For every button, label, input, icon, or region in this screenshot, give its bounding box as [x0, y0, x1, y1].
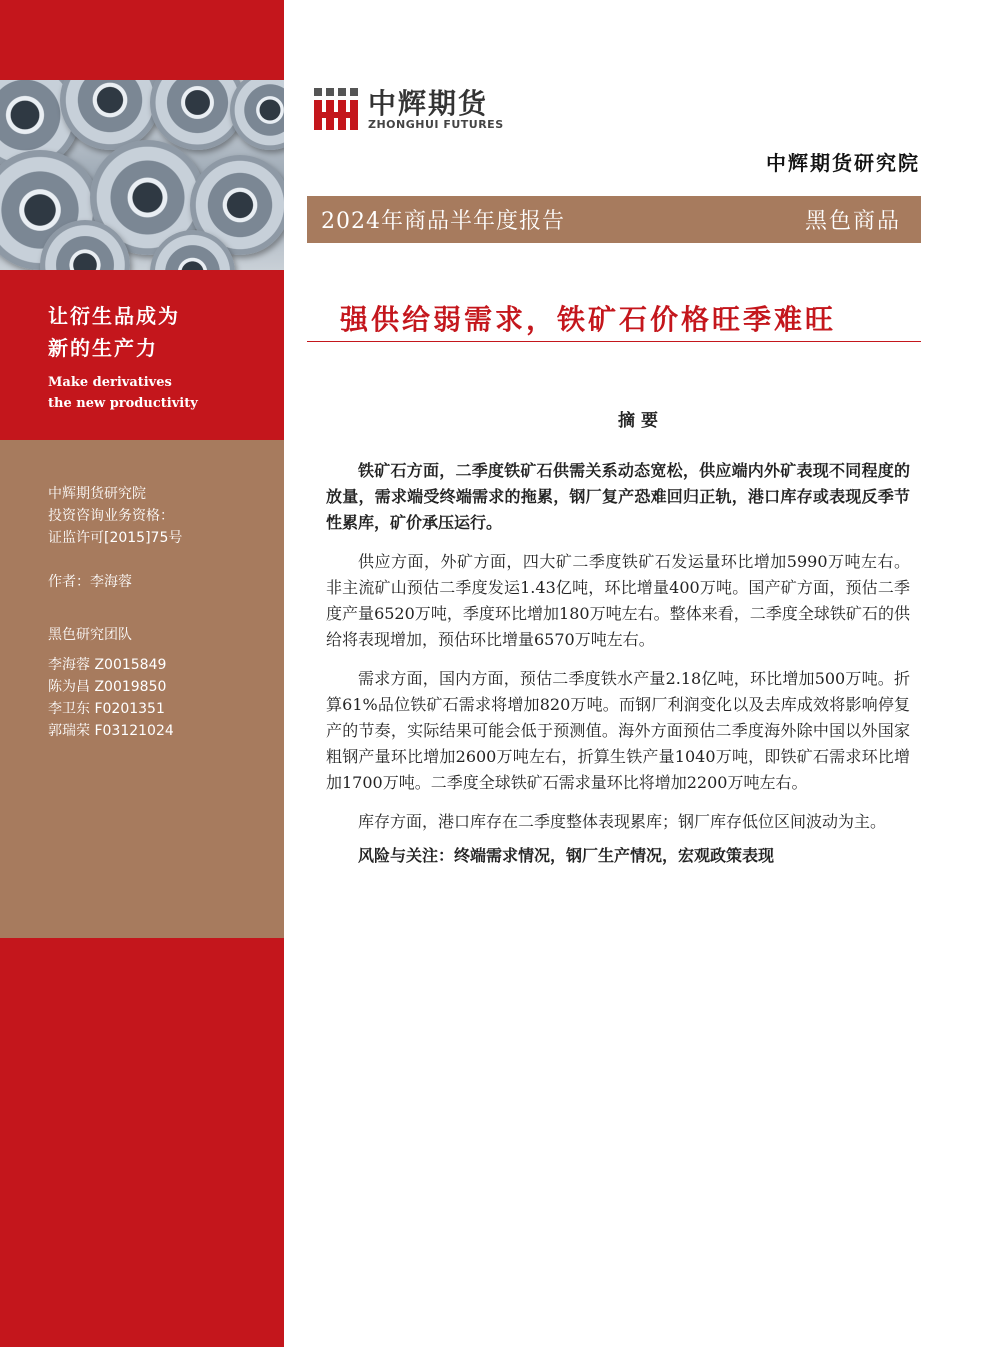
team-member: 陈为昌 Z0019850: [48, 679, 167, 695]
sidebar-team-title: 黑色研究团队: [48, 627, 132, 643]
summary-title: 摘要: [618, 411, 664, 431]
logo-text-cn: 中辉期货: [368, 87, 489, 120]
slogan-en-line1: Make derivatives: [48, 375, 172, 390]
summary-paragraph-demand: 需求方面，国内方面，预估二季度铁水产量2.18亿吨，环比增加500万吨。折算61%品位铁矿石需求将增加820万吨。而钢厂利润变化以及去库成效将影响停复产的节奏，实际结果可能会低于预测值。海外方面预估二季度海外除中国以外国家粗钢产量环比增加2600万吨左右，折算生铁产量1040万吨，即铁矿石需求环比增加1700万吨。二季度全球铁矿石需求量环比将增加2200万吨左右。: [326, 669, 910, 792]
sidebar-institute: 中辉期货研究院: [48, 486, 146, 502]
slogan-cn-line1: 让衍生品成为: [48, 304, 180, 328]
steel-coils-photo: [0, 80, 284, 270]
sidebar-bottom-block: [0, 938, 284, 1347]
sidebar-license: 证监许可[2015]75号: [48, 530, 183, 546]
report-headline: 强供给弱需求，铁矿石价格旺季难旺: [340, 303, 837, 336]
summary-paragraph-supply: 供应方面，外矿方面，四大矿二季度铁矿石发运量环比增加5990万吨左右。非主流矿山预估二季度发运1.43亿吨，环比增量400万吨。国产矿方面，预估二季度产量6520万吨，季度环比增加180万吨左右。整体来看，二季度全球铁矿石的供给将表现增加，预估环比增量6570万吨左右。: [326, 552, 910, 649]
sidebar-team-block: [48, 624, 174, 742]
sidebar-institute-block: [48, 483, 182, 549]
slogan-cn-line2: 新的生产力: [48, 336, 158, 360]
headline-divider: [307, 341, 921, 342]
team-member: 郭瑞荣 F03121024: [48, 723, 174, 739]
sidebar: [0, 0, 284, 1347]
summary-paragraph-inventory: 库存方面，港口库存在二季度整体表现累库；钢厂库存低位区间波动为主。: [358, 812, 887, 831]
report-category: 黑色商品: [804, 209, 901, 234]
institute-name: 中辉期货研究院: [766, 151, 920, 175]
team-member: 李卫东 F0201351: [48, 701, 165, 717]
slogan-en-line2: the new productivity: [48, 396, 198, 411]
team-member: 李海蓉 Z0015849: [48, 657, 167, 673]
summary-body: [326, 458, 910, 882]
sidebar-qualification: 投资咨询业务资格：: [48, 508, 174, 524]
logo-text-en: ZHONGHUI FUTURES: [368, 118, 504, 131]
sidebar-author: 作者：李海蓉: [48, 574, 132, 590]
slogan-cn: [48, 300, 180, 364]
report-type: 2024年商品半年度报告: [321, 209, 565, 234]
logo-mark-icon: [314, 88, 358, 130]
report-type-bar: [307, 196, 921, 243]
company-logo: [314, 84, 524, 134]
summary-paragraph-iron-ore: 铁矿石方面，二季度铁矿石供需关系动态宽松，供应端内外矿表现不同程度的放量，需求端受终端需求的拖累，钢厂复产恐难回归正轨，港口库存或表现反季节性累库，矿价承压运行。: [326, 461, 910, 532]
summary-paragraph-risk: 风险与关注：终端需求情况，钢厂生产情况，宏观政策表现: [358, 846, 775, 865]
